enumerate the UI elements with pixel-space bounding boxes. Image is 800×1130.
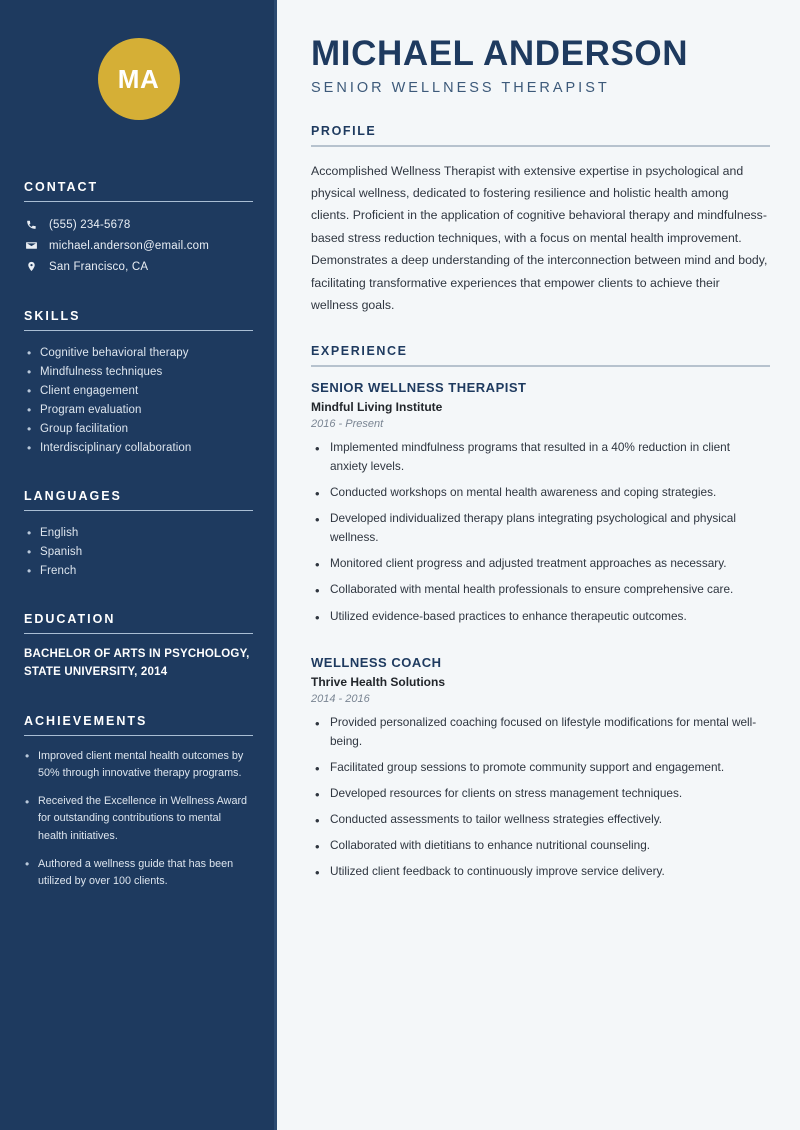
list-item: • Facilitated group sessions to promote community support and engagement. <box>311 758 770 784</box>
experience-heading: EXPERIENCE <box>311 344 408 359</box>
list-item: • Group facilitation <box>24 419 253 438</box>
achievements-divider <box>24 735 253 736</box>
list-item: • Spanish <box>24 542 253 561</box>
list-item: • Provided personalized coaching focused on lifestyle modifications for mental well-being. <box>311 713 770 758</box>
profile-heading: PROFILE <box>311 124 377 139</box>
list-item: • Client engagement <box>24 381 253 400</box>
contact-email-value: michael.anderson@email.com <box>49 239 210 252</box>
skills-divider <box>24 330 253 331</box>
contact-email-row[interactable] <box>24 235 253 256</box>
education-section <box>0 612 277 682</box>
job-company: Mindful Living Institute <box>311 399 443 414</box>
contact-heading: CONTACT <box>24 180 99 194</box>
list-item: • Utilized client feedback to continuously improve service delivery. <box>311 862 770 888</box>
list-item: • Implemented mindfulness programs that resulted in a 40% reduction in client anxiety levels. <box>311 438 770 483</box>
list-item: • Conducted assessments to tailor wellness strategies effectively. <box>311 810 770 836</box>
profile-section <box>311 124 770 316</box>
list-item: • Cognitive behavioral therapy <box>24 343 253 362</box>
list-item: • Collaborated with mental health professionals to ensure comprehensive care. <box>311 580 770 606</box>
professional-subtitle: SENIOR WELLNESS THERAPIST <box>311 80 610 97</box>
education-heading: EDUCATION <box>24 612 116 626</box>
experience-divider <box>311 365 770 367</box>
envelope-icon <box>24 239 38 252</box>
sidebar <box>0 0 277 1130</box>
skills-list <box>24 343 253 457</box>
achievements-section <box>0 714 277 902</box>
languages-list <box>24 523 253 580</box>
list-item: • French <box>24 561 253 580</box>
page-title: MICHAEL ANDERSON <box>311 34 689 73</box>
experience-entry <box>311 380 770 633</box>
education-entry: BACHELOR OF ARTS IN PSYCHOLOGY, STATE UNIVERSITY, 2014 <box>24 648 250 678</box>
list-item: • Collaborated with dietitians to enhance nutritional counseling. <box>311 836 770 862</box>
profile-divider <box>311 145 770 147</box>
achievements-heading: ACHIEVEMENTS <box>24 713 148 728</box>
contact-divider <box>24 201 253 202</box>
list-item: • Program evaluation <box>24 400 253 419</box>
map-pin-icon <box>24 260 38 273</box>
list-item: • Interdisciplinary collaboration <box>24 438 253 457</box>
job-dates: 2016 - Present <box>311 417 384 430</box>
job-title: WELLNESS COACH <box>311 654 442 670</box>
list-item: • Monitored client progress and adjusted treatment approaches as necessary. <box>311 554 770 580</box>
job-bullet-list <box>311 438 770 633</box>
skills-section <box>0 309 277 457</box>
list-item: • Conducted workshops on mental health awareness and coping strategies. <box>311 483 770 509</box>
experience-section <box>311 344 770 888</box>
achievements-list <box>24 748 253 902</box>
avatar-container <box>0 0 277 120</box>
main-content <box>277 0 800 1130</box>
list-item: • Utilized evidence-based practices to enhance therapeutic outcomes. <box>311 607 770 633</box>
job-title: SENIOR WELLNESS THERAPIST <box>311 379 527 395</box>
contact-phone-value: (555) 234-5678 <box>49 218 131 231</box>
languages-divider <box>24 510 253 511</box>
contact-location-value: San Francisco, CA <box>49 260 149 273</box>
languages-section <box>0 489 277 580</box>
education-divider <box>24 633 253 634</box>
job-bullet-list <box>311 713 770 889</box>
list-item: • English <box>24 523 253 542</box>
contact-section <box>0 180 277 277</box>
list-item: • Mindfulness techniques <box>24 362 253 381</box>
list-item: • Received the Excellence in Wellness Award for outstanding contributions to mental health initiatives. <box>24 793 253 856</box>
languages-heading: LANGUAGES <box>24 489 122 503</box>
job-dates: 2014 - 2016 <box>311 692 370 705</box>
contact-phone-row[interactable] <box>24 214 253 235</box>
list-item: • Authored a wellness guide that has been utilized by over 100 clients. <box>24 856 253 902</box>
phone-icon <box>24 218 38 231</box>
profile-text: Accomplished Wellness Therapist with extensive expertise in psychological and physical wellness, dedicated to fostering resilience and holistic health among clients. Proficient in the application of cognitive behavioral therapy and mindfulness-based stress reduction techniques, with a focus on mental health improvement. Demonstrates a deep understanding of the interconnection between mind and body, facilitating transformative experiences that empower clients to achieve their wellness goals. <box>311 163 768 312</box>
skills-heading: SKILLS <box>24 309 81 323</box>
avatar: MA <box>98 38 180 120</box>
contact-location-row[interactable] <box>24 256 253 277</box>
experience-entry <box>311 655 770 889</box>
list-item: • Developed resources for clients on stress management techniques. <box>311 784 770 810</box>
list-item: • Improved client mental health outcomes by 50% through innovative therapy programs. <box>24 748 253 794</box>
list-item: • Developed individualized therapy plans integrating psychological and physical wellness. <box>311 509 770 554</box>
job-company: Thrive Health Solutions <box>311 674 446 689</box>
